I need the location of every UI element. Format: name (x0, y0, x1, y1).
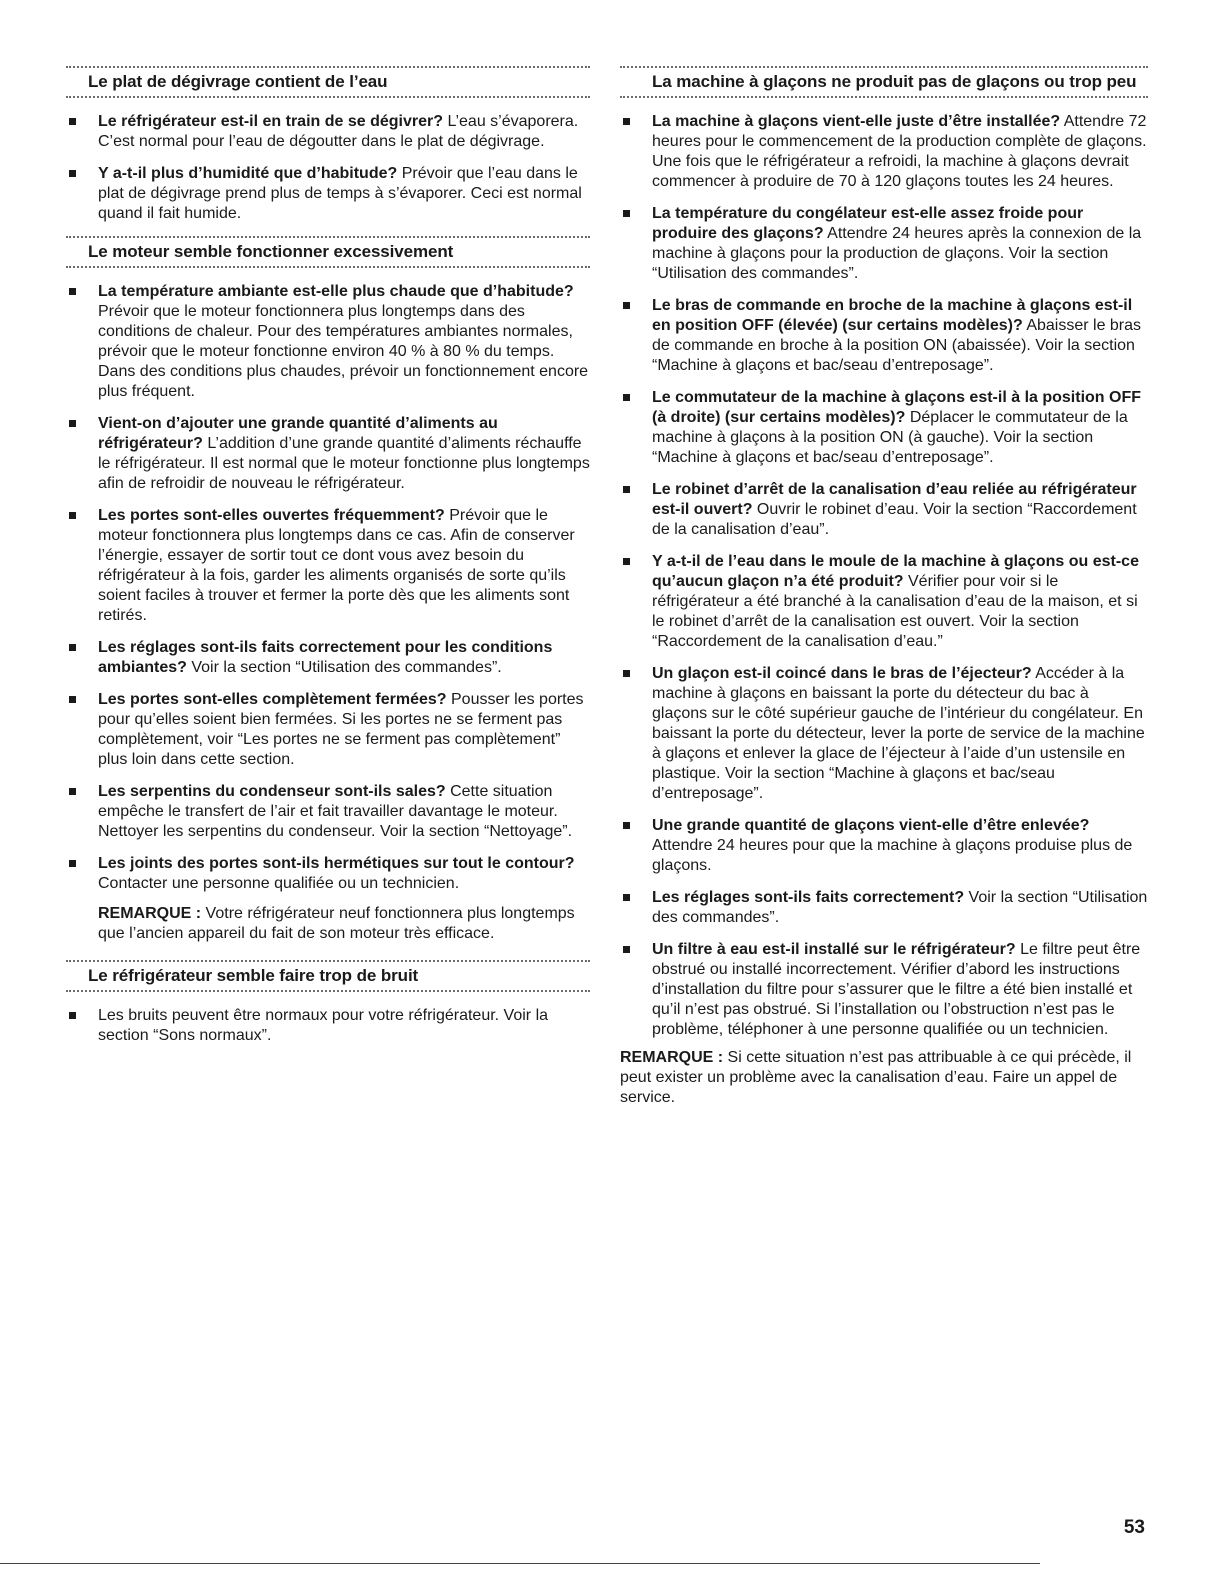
answer: Prévoir que le moteur fonctionnera plus longtemps dans ce cas. Afin de conserver l’énergie, essayer de sortir tout ce dont vous avez besoin du réfrigérateur à la fois, garder les aliments organisés de sorte qu’ils soient faciles à trouver et fermer la porte dès que les aliments sont retirés. (98, 507, 575, 624)
list-item (620, 664, 1148, 804)
question: Les portes sont-elles ouvertes fréquemment? (98, 507, 445, 524)
section-title: La machine à glaçons ne produit pas de glaçons ou trop peu (652, 72, 1137, 91)
bullet-icon (623, 670, 630, 677)
troubleshooting-list (66, 112, 590, 224)
note-text: Votre réfrigérateur neuf fonctionnera plus longtemps que l’ancien appareil du fait de son moteur très efficace. (98, 905, 575, 942)
section-motor-runs-too-much (66, 236, 590, 944)
divider (66, 266, 590, 268)
troubleshooting-list (66, 282, 590, 894)
question: Les portes sont-elles complètement fermées? (98, 691, 447, 708)
bullet-icon (69, 1012, 76, 1019)
question: Une grande quantité de glaçons vient-elle d’être enlevée? (652, 817, 1090, 834)
question: Un glaçon est-il coincé dans le bras de l’éjecteur? (652, 665, 1032, 682)
section-ice-maker (620, 66, 1148, 1108)
question: Vient-on d’ajouter une grande quantité d’aliments au réfrigérateur? (98, 415, 498, 452)
left-column (66, 66, 590, 1058)
question: Le bras de commande en broche de la machine à glaçons est-il en position OFF (élevée) (sur certains modèles)? (652, 297, 1133, 334)
divider (620, 96, 1148, 98)
section-defrost-pan (66, 66, 590, 224)
question: Les joints des portes sont-ils hermétiques sur tout le contour? (98, 855, 575, 872)
list-item (66, 782, 590, 842)
bullet-icon (623, 394, 630, 401)
question: La machine à glaçons vient-elle juste d’être installée? (652, 113, 1061, 130)
list-item (620, 388, 1148, 468)
question: Le robinet d’arrêt de la canalisation d’eau reliée au réfrigérateur est-il ouvert? (652, 481, 1137, 518)
answer: L’eau s’évaporera. C’est normal pour l’eau de dégoutter dans le plat de dégivrage. (98, 113, 579, 150)
question: Y a-t-il de l’eau dans le moule de la machine à glaçons ou est-ce qu’aucun glaçon n’a été produit? (652, 553, 1139, 590)
list-item (620, 940, 1148, 1040)
answer: Abaisser le bras de commande en broche à la position ON (abaissée). Voir la section “Machine à glaçons et bac/seau d’entreposage”. (652, 317, 1142, 374)
answer: Voir la section “Utilisation des commandes”. (186, 659, 502, 676)
question: Les réglages sont-ils faits correctement? (652, 889, 965, 906)
right-column (620, 66, 1148, 1118)
divider (66, 990, 590, 992)
answer: Attendre 24 heures après la connexion de la machine à glaçons pour la production de glaçons. Voir la section “Utilisation des commandes”. (652, 225, 1142, 282)
answer: Attendre 24 heures pour que la machine à glaçons produise plus de glaçons. (652, 837, 1133, 874)
section-noise (66, 960, 590, 1046)
note (620, 1048, 1148, 1108)
list-item (66, 164, 590, 224)
bullet-icon (69, 288, 76, 295)
section-title: Le réfrigérateur semble faire trop de bruit (88, 966, 419, 985)
answer: Attendre 72 heures pour le commencement de la production complète de glaçons. Une fois que le réfrigérateur a refroidi, la machine à glaçons devrait commencer à produire de 70 à 120 glaçons toutes les 24 heures. (652, 113, 1147, 190)
question: La température ambiante est-elle plus chaude que d’habitude? (98, 283, 574, 300)
bullet-icon (69, 420, 76, 427)
answer: Vérifier pour voir si le réfrigérateur a été branché à la canalisation d’eau de la maison, et si le robinet d’arrêt de la canalisation est ouvert. Voir la section “Raccordement de la canalisation d’eau.” (652, 573, 1138, 650)
list-item (66, 282, 590, 402)
bullet-icon (623, 822, 630, 829)
list-item (620, 296, 1148, 376)
list-item (66, 112, 590, 152)
divider (620, 66, 1148, 68)
note (66, 904, 590, 944)
section-title: Le plat de dégivrage contient de l’eau (88, 72, 388, 91)
question: La température du congélateur est-elle assez froide pour produire des glaçons? (652, 205, 1084, 242)
list-item (620, 480, 1148, 540)
footer-rule (0, 1563, 1040, 1564)
bullet-icon (623, 894, 630, 901)
question: Le commutateur de la machine à glaçons est-il à la position OFF (à droite) (sur certains modèles)? (652, 389, 1141, 426)
bullet-icon (623, 302, 630, 309)
list-item (66, 854, 590, 894)
troubleshooting-list (66, 1006, 590, 1046)
list-item (620, 552, 1148, 652)
bullet-icon (69, 860, 76, 867)
answer: Ouvrir le robinet d’eau. Voir la section “Raccordement de la canalisation d’eau”. (652, 501, 1137, 538)
bullet-icon (69, 644, 76, 651)
question: Le réfrigérateur est-il en train de se dégivrer? (98, 113, 444, 130)
answer: L’addition d’une grande quantité d’aliments réchauffe le réfrigérateur. Il est normal que le moteur fonctionne plus longtemps afin de refroidir de nouveau le réfrigérateur. (98, 435, 590, 492)
answer: Prévoir que l’eau dans le plat de dégivrage prend plus de temps à s’évaporer. Ceci est normal quand il fait humide. (98, 165, 582, 222)
answer: Déplacer le commutateur de la machine à glaçons à la position ON (à gauche). Voir la section “Machine à glaçons et bac/seau d’entreposage”. (652, 409, 1128, 466)
divider (66, 96, 590, 98)
bullet-icon (69, 512, 76, 519)
list-item (620, 816, 1148, 876)
section-header (620, 66, 1148, 98)
bullet-icon (623, 118, 630, 125)
question: Un filtre à eau est-il installé sur le réfrigérateur? (652, 941, 1016, 958)
answer: Voir la section “Utilisation des commandes”. (652, 889, 1148, 926)
answer: Prévoir que le moteur fonctionnera plus longtemps dans des conditions de chaleur. Pour des températures ambiantes normales, prévoir que le moteur fonctionne environ 40 % à 80 % du temps. Dans des conditions plus chaudes, prévoir un fonctionnement encore plus fréquent. (98, 303, 589, 400)
question: Les réglages sont-ils faits correctement pour les conditions ambiantes? (98, 639, 553, 676)
question: Les serpentins du condenseur sont-ils sales? (98, 783, 446, 800)
answer: Cette situation empêche le transfert de l’air et fait travailler davantage le moteur. Nettoyer les serpentins du condenseur. Voir la section “Nettoyage”. (98, 783, 573, 840)
note-text: Si cette situation n’est pas attribuable à ce qui précède, il peut exister un problème avec la canalisation d’eau. Faire un appel de service. (620, 1049, 1132, 1106)
list-item (620, 112, 1148, 192)
bullet-icon (623, 558, 630, 565)
list-item (66, 1006, 590, 1046)
note-label: REMARQUE : (98, 905, 202, 922)
list-item (620, 888, 1148, 928)
troubleshooting-list (620, 112, 1148, 1040)
list-item (66, 414, 590, 494)
list-item (66, 638, 590, 678)
note-label: REMARQUE : (620, 1049, 724, 1066)
answer: Accéder à la machine à glaçons en baissant la porte du détecteur du bac à glaçons sur le côté supérieur gauche de l’intérieur du congélateur. En baissant la porte du détecteur, lever la porte de service de la machine à glaçons et enlever la glace de l’éjecteur à l’aide d’un ustensile en plastique. Voir la section “Machine à glaçons et bac/seau d’entreposage”. (652, 665, 1145, 802)
section-header (66, 236, 590, 268)
bullet-icon (69, 118, 76, 125)
page-number: 53 (1123, 1517, 1145, 1538)
list-item (620, 204, 1148, 284)
list-item (66, 690, 590, 770)
section-header (66, 66, 590, 98)
answer: Contacter une personne qualifiée ou un technicien. (98, 875, 460, 892)
question: Y a-t-il plus d’humidité que d’habitude? (98, 165, 398, 182)
divider (66, 236, 590, 238)
list-item (66, 506, 590, 626)
bullet-icon (69, 788, 76, 795)
divider (66, 960, 590, 962)
bullet-icon (623, 210, 630, 217)
section-header (66, 960, 590, 992)
bullet-icon (69, 696, 76, 703)
answer: Les bruits peuvent être normaux pour votre réfrigérateur. Voir la section “Sons normaux”. (98, 1007, 549, 1044)
bullet-icon (623, 486, 630, 493)
section-title: Le moteur semble fonctionner excessivement (88, 242, 454, 261)
answer: Pousser les portes pour qu’elles soient bien fermées. Si les portes ne se ferment pas complètement, voir “Les portes ne se ferment pas complètement” plus loin dans cette section. (98, 691, 584, 768)
divider (66, 66, 590, 68)
answer: Le filtre peut être obstrué ou installé incorrectement. Vérifier d’abord les instructions d’installation du filtre pour s’assurer que le filtre a été bien installé et qu’il n’est pas obstrué. Si l’installation ou l’obstruction n’est pas le problème, téléphoner à une personne qualifiée ou un technicien. (652, 941, 1141, 1038)
bullet-icon (69, 170, 76, 177)
bullet-icon (623, 946, 630, 953)
